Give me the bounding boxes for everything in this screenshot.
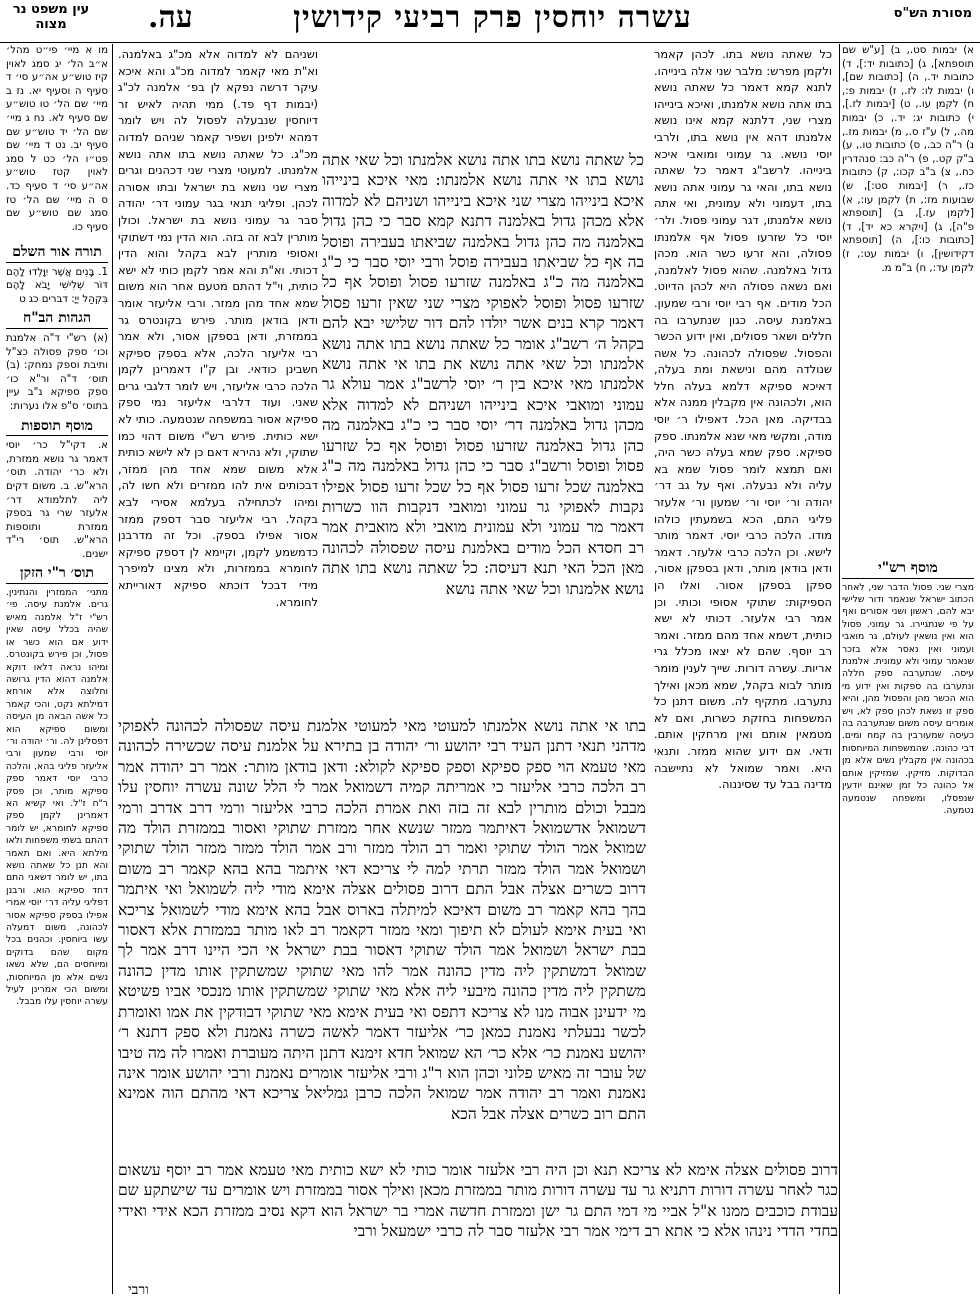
hagahot-text: (א) רש"י ד"ה אלמנת וכו׳ ספק פסולה כצ"ל ותיבת וספק נמחק: (ב) תוס׳ ד"ה ור"א כו׳ ספק ספיקא נ"ב עיין בתוס׳ ס"פ אלו נערות:: [6, 332, 108, 412]
tosafot-text: ושניהם לא למדוה אלא מכ"ג באלמנה. וא"ת מאי קאמר למדוה מכ"ג והא איכא עיקר דרשה נפקא לן בפ׳ אלמנה לכ"ג (יבמות דף פד.) ממי תהיה לאיש זר דיוחסין שנבעלה לפסול לה ויש לומר דמהא ילפינן ושפיר קאמר שניהם למדוה מכ"ג. כל שאתה נושא בתו אתה נושא אלמנתו. למעוטי מצרי שני דכהנים וגרים מצרי שני נושא בת ישראל ובתו אסורה לכהן. ופליגי תנאי בגר עמוני דר׳ יהודה סבר גר עמוני נושא בת ישראל. וכולן מותרין לבא זה בזה. הוא הדין נמי דשתוקי ואסופי מותרין לבא בקהל והוא הדין דכותי. וא"ת והא אמר לקמן כותי לא ישא כותית, וי"ל דהתם מטעם אחר הוא משום שמא אחד מהן ממזר. ורבי אליעזר אומר ודאן בודאן מותר. פירש בקונטרס גר בממזרת, ודאן בספקן אסור, ולא אמר רבי אליעזר הלכה, אלא בספק ספיקא חשבינן כודאי. ובן ק"ו דאמרינן לקמן הלכה כרבי אליעזר, ויש לומר דלגבי גרים שאני. ועוד דלרבי אליעזר נמי ספק ספיקא אסור במשפחה שנטמעה. כותי לא ישא כותית. פירש רש"י משום דהוי כמו שתוקי, ולא נהירא דאם כן לא לישא כותית אלא משום שמא אחד מהן ממזר, דבכותים אית להו ממזרים ולא חשו לה, ומיהו לכתחילה בעלמא אסירי לבא בקהל. רבי אליעזר סבר דספק ממזר אסור אפילו בספק. וכל זה מדרבנן כדמשמע לקמן, וקיימא לן דספק ספיקא לחומרא בממזרות, ולא מצינו למיפרך מידי דבכל דוכתא ספיקא דאורייתא לחומרא.: [118, 47, 318, 609]
torah-or-text: 1. בָּנִים אֲשֶׁר יִוָּלְדוּ לָהֶם דּוֹר שְׁלִישִׁי יָבֹא לָהֶם בִּקְהַל יְיָ: דברים כג ט: [6, 266, 108, 305]
ein-mishpat-entries: מו א מיי׳ פי״ט מהל׳ א״ב הל׳ יג סמג לאוין קיז טוש״ע אה״ע סי׳ ד סעיף ה וסעיף יא. נז ב מיי׳ שם הל׳ טו טוש״ע שם סעיף לא. נח ג מיי׳ שם הל׳ יד טוש״ע שם סעיף יב. נט ד מיי׳ שם פט״ו הל׳ כט ל סמג לאוין קטז טוש״ע אה״ע סי׳ ד סעיף כד. ס ה מיי׳ שם הל׳ טז סמג שם טוש״ע שם סעיף כו.: [6, 45, 108, 233]
header-rule: [0, 42, 980, 43]
gemara-text-upper: כל שאתה נושא בתו אתה נושא אלמנתו וכל שאי אתה נושא בתו אי אתה נושא אלמנתו: מאי איכא בינייהו איכא בינייהו מצרי שני איכא בינייהו ושניהם לא למדוה אלא מכהן גדול באלמנה דתנא קמא סבר כי כהן גדול באלמנה מה כהן גדול באלמנה שביאתו בעבירה ופוסל בה אף כל שביאתו בעבירה פוסל ורבי יוסי סבר כי כ"ג באלמנה מה כ"ג באלמנה שזרעו פסול ופוסל אף כל שזרעו פסול ופוסל לאפוקי מצרי שני שאין זרעו פסול דאמר קרא בנים אשר יולדו להם דור שלישי יבא להם בקהל ה׳ רשב"ג אומר כל שאתה נושא בתו אתה נושא אלמנתו וכל שאי אתה נושא את בתו אי אתה נושא אלמנתו מאי איכא בין ר׳ יוסי לרשב"ג אמר עולא גר עמוני ומואבי איכא בינייהו ושניהם לא למדוה אלא מכהן גדול באלמנה דר׳ יוסי סבר כי כ"ג באלמנה מה כהן גדול באלמנה שזרעו פסול ופוסל אף כל שזרעו פסול ופוסל ורשב"ג סבר כי כהן גדול באלמנה מה כ"ג באלמנה שכל זרעו פסול אף כל שכל זרעו פסול אפילו נקבות לאפוקי גר עמוני ומואבי דנקבות הוו כשרות דאמר מר עמוני ולא עמונית מואבי ולא מואבית אמר רב חסדא הכל מודים באלמנת עיסה שפסולה לכהונה מאן הכל האי תנא דעיסה: כל שאתה נושא בתו אתה נושא אלמנתו וכל שאי אתה נושא: [322, 151, 644, 598]
hagahot-title: הגהות הב"ח: [6, 312, 108, 329]
musaf-rashi-title: מוסף רש"י: [842, 562, 974, 579]
musaf-tosafot-title: מוסף תוספות: [6, 420, 108, 437]
masoret-column: [842, 44, 974, 1294]
gemara-bottom-band: [118, 1160, 838, 1282]
masoret-label: מסורת הש"ס: [893, 6, 972, 21]
masoret-divider: [839, 44, 840, 1294]
musaf-tosafot-text: א. דקי"ל כר׳ יוסי דאמר גר נושא ממזרת, ולא כר׳ יהודה. תוס׳ הרא"ש. ב. משום דקים ליה לתלמודא דר׳ אלעזר שרי גר בספק ממזרת ותוספות הרא"ש. תוס׳ רי"ד ישנים.: [6, 440, 108, 560]
ein-mishpat-column: [6, 44, 108, 1294]
ein-mishpat-label: עין משפט נר מצוה: [12, 2, 90, 32]
page-title: עשרה יוחסין פרק רביעי קידושין: [293, 0, 692, 35]
rashi-column: [654, 46, 832, 1144]
ein-mishpat-divider: [112, 44, 113, 1294]
torah-or-title: תורה אור השלם: [6, 246, 108, 263]
gemara-text-bottom: דרוב פסולים אצלה אימא לא צריכא תנא וכן היה רבי אלעזר אומר כותי לא ישא כותית מאי טעמא אמר רב יוסף עשאום כגר לאחר עשרה דורות דתניא גר עד עשרה דורות מותר בממזרת מכאן ואילך אסור בממזרת ויש אומרים עד שישתקע שם עבודת כוכבים ממנו א"ל אביי מי דמי התם גר ישן וממזרת חדשה אמרי בר ישראל הוא דקא נסיב ממזרת הכא אידי ואידי בחדי הדדי נינהו אלא כי אתא רב דימי אמר רבי אלעזר סבר לה כרבי ישמעאל ורבי: [118, 1161, 838, 1241]
musaf-rashi-text: מצרי שני. פסול הדבר שני, לאחר הכתוב ישראל שנאמר ודור שלישי יבא להם, ראשון ושני אסורים ואף על פי שנתגיירו. גר עמוני. פסול הוא ואין נושאין לעולם, גר מואבי ועמוני ואין נאסר אלא בזכר שנאמר עמוני ולא עמונית. אלמנת עיסה. שנתערבה ספק חללה ונתערבו בה ספקות ואין ידוע מי הוא הכשר מהן והפסול מהן, והיא ספק זו נשאת לכהן ספק לא, ויש אומרים עיסה משום שנתערבה בה כעיסה שמעורבין בה קמח ומים. דבי כהונה. שהמשפחות המיוחסות בכהונה אין מקבלין נשים אלא מן הבדוקות. מזיקין. שמזיקין אותם אל כהונה כל זמן שאינם יודעין שנפסלו, ומשפחה שנטמעה נטמעה.: [842, 581, 974, 816]
rashi-text: כל שאתה נושא בתו. לכהן קאמר ולקמן מפרש: מלבר שני אלה בינייהו. לתנא קמא דאמר כל שאתה נושא בתו אתה נושא אלמנתו, ואיכא בינייהו מצרי שני, דלתנא קמא אינו נושא אלמנתו דהא אין נושא בתו, ולרבי יוסי נושא. גר עמוני ומואבי איכא בינייהו. לרשב"ג דאמר כל שאתה נושא בתו, והאי גר עמוני אתה נושא בתו, דעמוני ולא עמונית, ואי אתה נושא אלמנתו, דגר עמוני פסול. ולר׳ יוסי כל שזרעו פסול אף אלמנתו פסולה, והא זרעו כשר הוא. מכהן גדול באלמנה. שהוא פסול לאלמנה, ואם נשאה פסולה היא לכהן הדיוט. הכל מודים. אף רבי יוסי ורבי שמעון. באלמנת עיסה. כגון שנתערבו בה חללים ושאר פסולים, ואין ידוע הכשר והפסול. שפסולה לכהונה. כל אשה שנולדה מהם ונישאת ומת בעלה, דאיכא ספיקא דלמא בעלה חלל הוא, ולכהונה אין מקבלין ממנה אלא בבדיקה. מאן הכל. דאפילו ר׳ יוסי מודה, ומקשי מאי שנא אלמנתו. ספק ספיקא. ספק שמא בעלה כשר היה, ואם תמצא לומר פסול שמא בא עליה ולא נבעלה. ואף על גב דר׳ יהודה ור׳ יוסי ור׳ שמעון ור׳ אלעזר פליגי התם, הכא בשמעתין כולהו מודו. הלכה כרבי יוסי. דאמר מותר לישא. וכן הלכה כרבי אלעזר. דאמר ודאן בודאן מותר, ודאן בספקן אסור, ספקן בספקן אסור. ואלו הן הספיקות: שתוקי אסופי וכותי. וכן אמר רבי אלעזר. דכותי לא ישא כותית, דשמא אחד מהם ממזר. ואמר רב יוסף. שהם לא יצאו מכלל גרי אריות. עשרה דורות. שייך לענין מומר מותר לבוא בקהל, שמא מכאן ואילך נתערבו. מתקיף לה. משום דתנן כל המשפחות בחזקת כשרות, ואם לא מטמאין אותם ואין מרחקין אותם. ודאי. אם ידוע שהוא ממזר. ותנאי היא. ואמר שמואל לא נתיישבה מדינה בבל עד שסיננוה.: [654, 47, 832, 792]
masoret-references: א) יבמות סט., ב) [ע"ש שם תוספתא], ג) [כתובות יד:], ד) כתובות יד., ה) [כתובות שם], ו) יבמות לו: לז., ז) יבמות פ:, ח) לקמן עו., ט) [יבמות לז.], י) כתובות יג: יד., כ) יבמות מה., ל) ע"ז ס., מ) יבמות מז., נ) ר"ה כב., ס) כתובות טו., ע) ב"ק קט., פ) ר"ה כב: סנהדרין כח., צ) ב"ב קכו:, ק) כתובות כז., ר) [יבמות סט:], ש) שבועות מז:, ת) לקמן עו:, א) [לקמן עז.], ב) [תוספתא פ"ה], ג) [ויקרא כא יד], ד) [כתובות כו:], ה) [תוספתא דקידושין], ו) יבמות עט:, ז) לקמן עד:, ח) ב"מ מ.: [842, 45, 974, 274]
gemara-catchword: ורבי: [128, 1282, 149, 1298]
page-header: [0, 0, 980, 44]
gemara-top-column: [322, 150, 644, 710]
page-number: עה.: [148, 0, 193, 35]
tosrid-title: תוס׳ ר"י הזקן: [6, 567, 108, 584]
gemara-text-lower: בתו אי אתה נושא אלמנתו למעוטי מאי למעוטי אלמנת עיסה שפסולה לכהונה לאפוקי מדהני תנאי דתנן העיד רבי יהושע ור׳ יהודה בן בתירא על אלמנת עיסה שכשירה לכהונה מאי טעמא הוי ספק ספיקא וספק ספיקא לקולא: ודאן בודאן מותר: אמר רב יהודה אמר רב הלכה כרבי אליעזר כי אמריתה קמיה דשמואל אמר לי הלל שונה עשרה יוחסין עלו מבבל וכולם מותרין לבא זה בזה ואת אמרת הלכה כרבי אליעזר ורמי דרב אדרב ורמי דשמואל אדשמואל דאיתמר ממזר שנשא אחר ממזרת שתוקי ואסור בממזרת הולד מה שמואל אמר הולד שתוקי ואמר רב הולד ממזר ורב אמר הולד ממזר ממזר הולד שתוקי ושמואל אמר הולד ממזר תרתי למה לי צריכא דאי איתמר בהא בהא קאמר רב משום דרוב כשרים אצלה אבל התם דרוב פסולים אצלה אימא מודי ליה לשמואל ואי איתמר בהך בהא קאמר רב משום דאיכא למיתלה בארוס אבל בהא אימא מודי לשמואל צריכא ואי בעית אימא לעולם לא תיפוך ומאי ממזר דקאמר רב לאו מותר בממזרת אלא דאסור בבת ישראל ושמואל אמר הולד שתוקי דאסור בבת ישראל אי הכי היינו דרב אמר לך שמואל דמשתקין ליה מדין כהונה אמר להו מאי שתוקי שמשתקין אותו מדין כהונה משתקין ליה מדין כהונה מיבעי ליה אלא מאי שתוקי שמשתקין אותו מנכסי אביו פשיטא מי ידעינן אבוה מנו לא צריכא דתפס ואי בעית אימא מאי שתוקי דבודקין את אמו ואומרת לכשר נבעלתי נאמנת כמאן כר׳ אליעזר דאמר לאשה כשרה נאמנת ולא ספק דתנא ר׳ יהושע נאמנת כר׳ אלא כר׳ הא שמואל חדא זימנא דתנן היתה מעוברת ואמרו לה מה טיבו של עובר זה מאיש פלוני וכהן הוא ר"ג ורבי אליעזר אומרים נאמנת ורבי יהושע אומר אינה נאמנת ואמר רב יהודה אמר שמואל הלכה כרבן גמליאל צריכא דאי מהתם הוה אמינא התם רוב כשרים אצלה אבל הכא: [118, 717, 646, 1123]
tosafot-column: [118, 46, 318, 726]
gemara-wide-column: [118, 716, 646, 1156]
tosrid-text: מתני׳ הממזרין והנתינין. גרים. אלמנת עיסה. פי׳ רש"י ז"ל אלמנה מאיש שהיה בכלל עיסה שאין ידוע אם הוא כשר או פסול, וכן פירש בקונטרס. ומיהו נראה דלאו דוקא אלמנה דהוא הדין גרושה וחלוצה אלא אורחא דמילתא נקט, והכי קאמר כל אשה הבאה מן העיסה ומשום ספיקא הוא דפסלינן לה. ור׳ יהודה ור׳ יוסי ורבי שמעון ורבי אליעזר פליגי בהא, והלכה כרבי יוסי דאמר ספק ספיקא מותר, וכן פסק ר"ח ז"ל. ואי קשיא הא דאמרינן לקמן ספק ספיקא לחומרא, יש לומר דהתם בשתי משפחות ולאו מילתא היא. ואם תאמר והא תנן כל שאתה נושא בתו, יש לומר דשאני התם דחד ספיקא הוא. ורבנן דפליגי עליה דר׳ יוסי אמרי אפילו בספק ספיקא אסור לכהונה, משום דמעלה עשו ביוחסין. וכהנים בכל מקום שהם בדוקים ומיוחסים הם, שלא נשאו נשים אלא מן המיוחסות, ומשום הכי אמרינן לעיל עשרה יוחסין עלו מבבל.: [6, 587, 108, 1008]
